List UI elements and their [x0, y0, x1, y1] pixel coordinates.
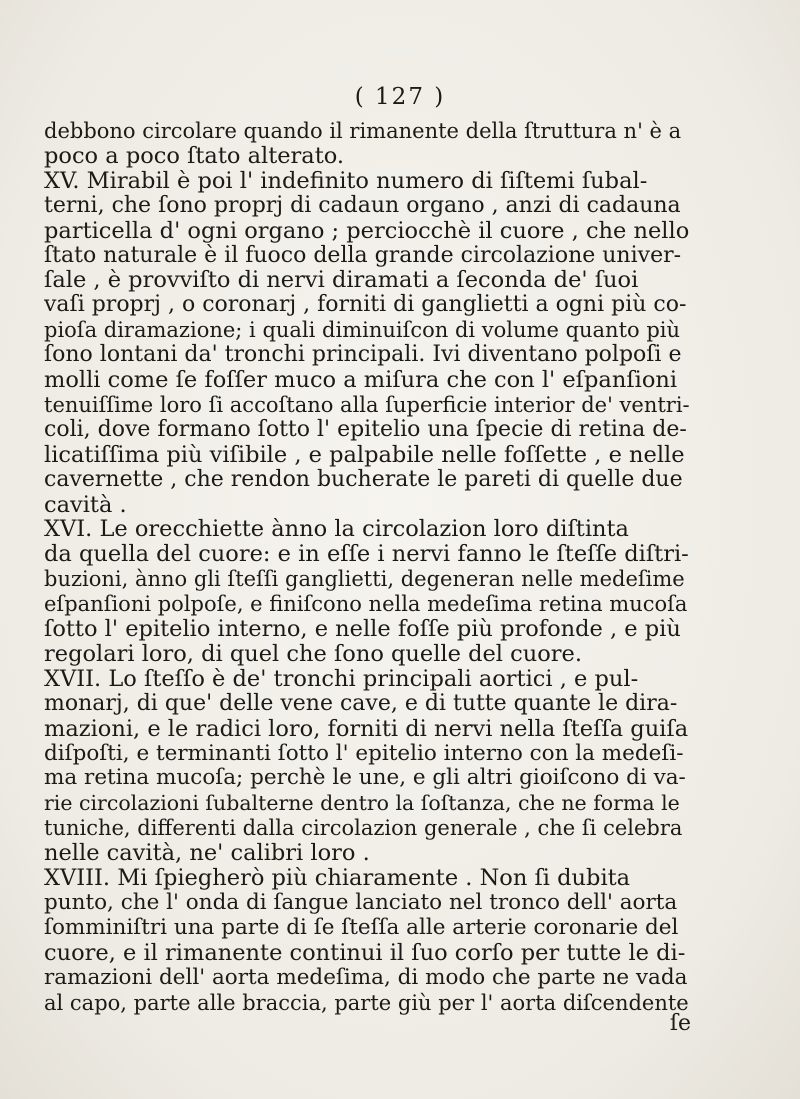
text-line: debbono circolare quando il rimanente della ſtruttura n' è a	[44, 119, 682, 143]
text-line: al capo, parte alle braccia, parte giù per l' aorta diſcendente	[44, 990, 689, 1015]
text-line: cuore, e il rimanente continui il ſuo corſo per tutte le di-	[44, 939, 686, 966]
text-line: XVI. Le orecchiette ànno la circolazion loro diſtinta	[44, 516, 629, 543]
text-line: poco a poco ſtato alterato.	[44, 142, 345, 169]
catchword: ſe	[669, 1011, 691, 1036]
text-line: ma retina mucoſa; perchè le une, e gli altri gioiſcono di va-	[44, 765, 686, 791]
text-line: ſale , è provviſto di nervi diramati a ſeconda de' ſuoi	[44, 267, 639, 294]
text-line: molli come ſe foſſer muco a miſura che con l' eſpanſioni	[44, 367, 678, 393]
text-line: ſtato naturale è il fuoco della grande circolazione univer-	[44, 242, 682, 268]
text-line: licatiſſima più viſibile , e palpabile nelle foſſette , e nelle	[44, 441, 685, 468]
text-line: XVII. Lo ſteſſo è de' tronchi principali aortici , e pul-	[44, 665, 639, 692]
text-line: coli, dove formano ſotto l' epitelio una ſpecie di retina de-	[44, 416, 687, 442]
text-line: XVIII. Mi ſpiegherò più chiaramente . Non ſi dubita	[44, 865, 631, 891]
text-line: da quella del cuore: e in eſſe i nervi fanno le ſteſſe diſtri-	[44, 541, 689, 568]
text-line: tenuiſſime loro ſi accoſtano alla ſuperficie interior de' ventri-	[44, 392, 690, 417]
text-line: buzioni, ànno gli ſteſſi ganglietti, degeneran nelle medeſime	[44, 567, 685, 592]
text-line: mazioni, e le radici loro, forniti di nervi nella ſteſſa guiſa	[44, 715, 689, 742]
text-line: eſpanſioni polpoſe, e finiſcono nella medeſima retina mucoſa	[44, 592, 688, 617]
text-line: cavità .	[44, 491, 127, 518]
text-line: punto, che l' onda di ſangue lanciato nel tronco dell' aorta	[44, 889, 678, 915]
text-line: diſpoſti, e terminanti ſotto l' epitelio interno con la medeſi-	[44, 740, 684, 766]
text-line: ſomminiſtri una parte di ſe ſteſſa alle arterie coronarie del	[44, 914, 679, 940]
text-line: monarj, di que' delle vene cave, e di tutte quante le dira-	[44, 690, 678, 716]
text-line: pioſa diramazione; i quali diminuiſcon di volume quanto più	[44, 318, 681, 343]
text-line: terni, che ſono proprj di cadaun organo , anzi di cadauna	[44, 192, 681, 218]
text-line: regolari loro, di quel che ſono quelle del cuore.	[44, 640, 583, 667]
text-line: particella d' ogni organo ; perciocchè il cuore , che nello	[44, 217, 690, 244]
text-line: cavernette , che rendon bucherate le pareti di quelle due	[44, 466, 683, 492]
text-line: XV. Mirabil è poi l' indefinito numero di ſiſtemi ſubal-	[44, 167, 648, 194]
text-line: ſotto l' epitelio interno, e nelle foſſe più profonde , e più	[44, 616, 681, 642]
text-line: nelle cavità, ne' calibri loro .	[44, 840, 370, 867]
text-line: rie circolazioni ſubalterne dentro la ſoſtanza, che ne forma le	[44, 791, 680, 816]
text-line: vaſi proprj , o coronarj , forniti di ganglietti a ogni più co-	[44, 292, 687, 318]
text-line: tuniche, differenti dalla circolazion generale , che ſi celebra	[44, 816, 683, 841]
text-line: ſono lontani da' tronchi principali. Ivi diventano polpoſi e	[44, 342, 682, 368]
text-line: ramazioni dell' aorta medeſima, di modo che parte ne vada	[44, 964, 688, 990]
page-number: ( 127 )	[354, 84, 446, 110]
